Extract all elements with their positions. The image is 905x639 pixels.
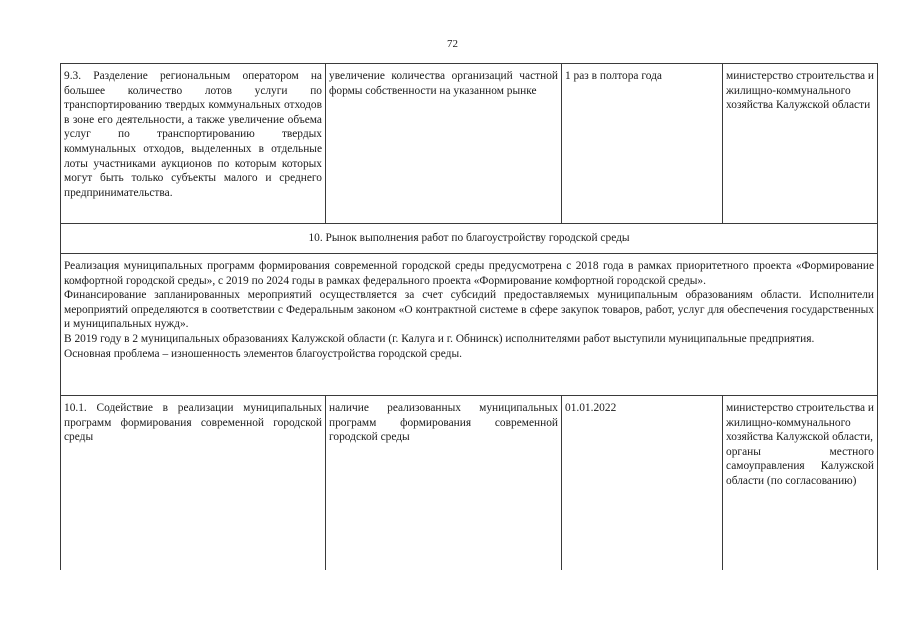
section-description-row	[61, 254, 878, 396]
expected-result-cell: увеличение количества организаций частной формы собственности на указанном рынке	[326, 64, 562, 224]
section-header-row	[61, 224, 878, 254]
deadline-cell: 1 раз в полтора года	[562, 64, 723, 224]
section-description	[61, 254, 878, 396]
table-row	[61, 64, 878, 224]
paragraph: Финансирование запланированных мероприятий осуществляется за счет субсидий предоставляемых муниципальным образованиям области. Исполнители мероприятий определяются в соответствии с Федеральным законом «О контрактной системе в сфере закупок товаров, работ, услуг для обеспечения государственных и муниципальных нужд».	[64, 289, 874, 331]
page-number: 72	[447, 38, 458, 50]
measure-cell: 10.1. Содействие в реализации муниципальных программ формирования современной городской среды	[61, 396, 326, 571]
measures-table	[60, 63, 878, 570]
paragraph: В 2019 году в 2 муниципальных образованиях Калужской области (г. Калуга и г. Обнинск) исполнителями работ выступили муниципальные предприятия.	[64, 332, 815, 345]
responsible-cell: министерство строительства и жилищно-коммунального хозяйства Калужской области, органы местного самоуправления Калужской области (по согласованию)	[723, 396, 878, 571]
table-row	[61, 396, 878, 571]
paragraph: Основная проблема – изношенность элементов благоустройства городской среды.	[64, 347, 462, 360]
responsible-cell: министерство строительства и жилищно-коммунального хозяйства Калужской области	[723, 64, 878, 224]
paragraph: Реализация муниципальных программ формирования современной городской среды предусмотрена с 2018 года в рамках приоритетного проекта «Формирование комфортной городской среды», с 2019 по 2024 годы в рамках федерального проекта «Формирование комфортной городской среды».	[64, 260, 874, 287]
deadline-cell: 01.01.2022	[562, 396, 723, 571]
expected-result-cell: наличие реализованных муниципальных программ формирования современной городской среды	[326, 396, 562, 571]
section-title: 10. Рынок выполнения работ по благоустройству городской среды	[61, 224, 878, 254]
measure-cell: 9.3. Разделение региональным оператором на большее количество лотов услуги по транспортированию твердых коммунальных отходов в зоне его деятельности, а также увеличение объема услуг по транспортированию твердых коммунальных отходов, выделенных в отдельные лоты участниками аукционов по которым которых могут быть только субъекты малого и среднего предпринимательства.	[61, 64, 326, 224]
